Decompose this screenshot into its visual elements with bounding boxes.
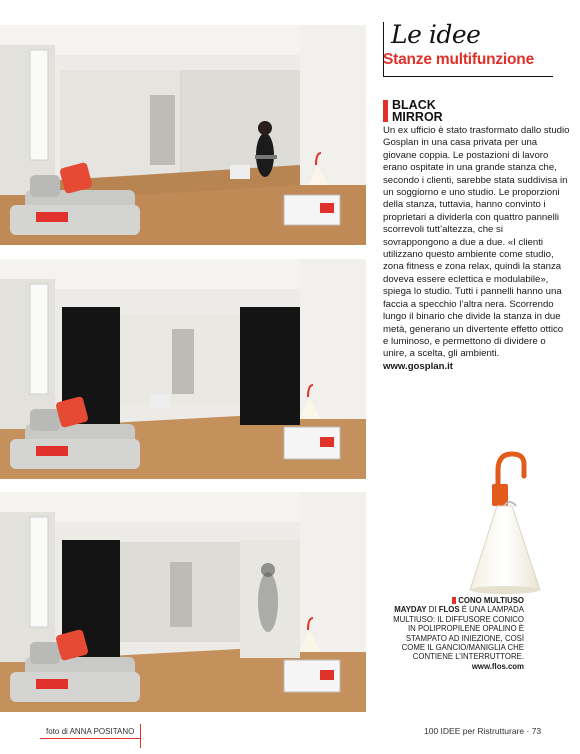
caption-brand: FLOS bbox=[438, 605, 460, 615]
caption-title: CONO MULTIUSO bbox=[458, 596, 524, 605]
brand-rule-horizontal bbox=[383, 76, 553, 77]
mayday-lamp-icon bbox=[440, 440, 580, 600]
footer-rule-vertical bbox=[140, 724, 141, 748]
article-link[interactable]: www.gosplan.it bbox=[383, 360, 453, 372]
article-heading-line2: MIRROR bbox=[392, 110, 443, 124]
section-title: Le idee bbox=[391, 20, 481, 49]
caption-connector: DI bbox=[426, 605, 439, 615]
caption-product: MAYDAY bbox=[394, 605, 427, 615]
lamp-product-image bbox=[440, 440, 580, 600]
article-body-paragraph: Un ex ufficio è stato trasformato dallo studio Gosplan in una casa privata per una giovane coppia. Le postazioni di lavoro erano ospitate in una grande stanza che, secondo i clienti, sarebbe stata suddivisa in un soggiorno e uno studio. Le proporzioni della stanza, tuttavia, hanno convinto i proprietari a dividerla con quattro pannelli scorrevoli tutt’altezza, che si sovrappongono a due a due. «I clienti utilizzano questo ambiente come studio, zona fitness e zona relax, quindi la stanza doveva essere eclettica e modulabile», spiega lo studio. Tutti i pannelli hanno una faccia a specchio l’altra nera. Scorrendo lungo il binario che divide la stanza in due metà, generano un divertente effetto ottico e luminoso, e permettono di dividere o unire, a scelta, gli ambienti. bbox=[383, 125, 570, 360]
photo-room-mirror-panels bbox=[0, 25, 366, 245]
photo-credit: foto di ANNA POSITANO bbox=[46, 727, 135, 736]
article-heading-line1: BLACK bbox=[392, 98, 436, 112]
article-heading bbox=[392, 99, 443, 123]
footer-rule bbox=[40, 738, 140, 739]
caption-description: È UNA LAMPADA MULTIUSO: IL DIFFUSORE CONICO IN POLIPROPILENE OPALINO È STAMPATO AD INIEZIONE, COSÌ COME IL GANCIO/MANIGLIA CHE CONTIENE L’INTERRUTTORE. bbox=[393, 605, 524, 662]
heading-accent-bar bbox=[383, 100, 388, 122]
product-caption bbox=[384, 596, 524, 671]
caption-link[interactable]: www.flos.com bbox=[471, 661, 524, 671]
photo-room-mixed-panels bbox=[0, 492, 366, 712]
caption-accent-bar bbox=[452, 597, 456, 604]
article-body bbox=[383, 125, 571, 373]
page-number: 100 IDEE per Ristrutturare · 73 bbox=[424, 726, 542, 736]
section-subtitle: Stanze multifunzione bbox=[383, 51, 535, 68]
caption-text bbox=[384, 605, 524, 661]
photo-room-black-panels bbox=[0, 259, 366, 479]
